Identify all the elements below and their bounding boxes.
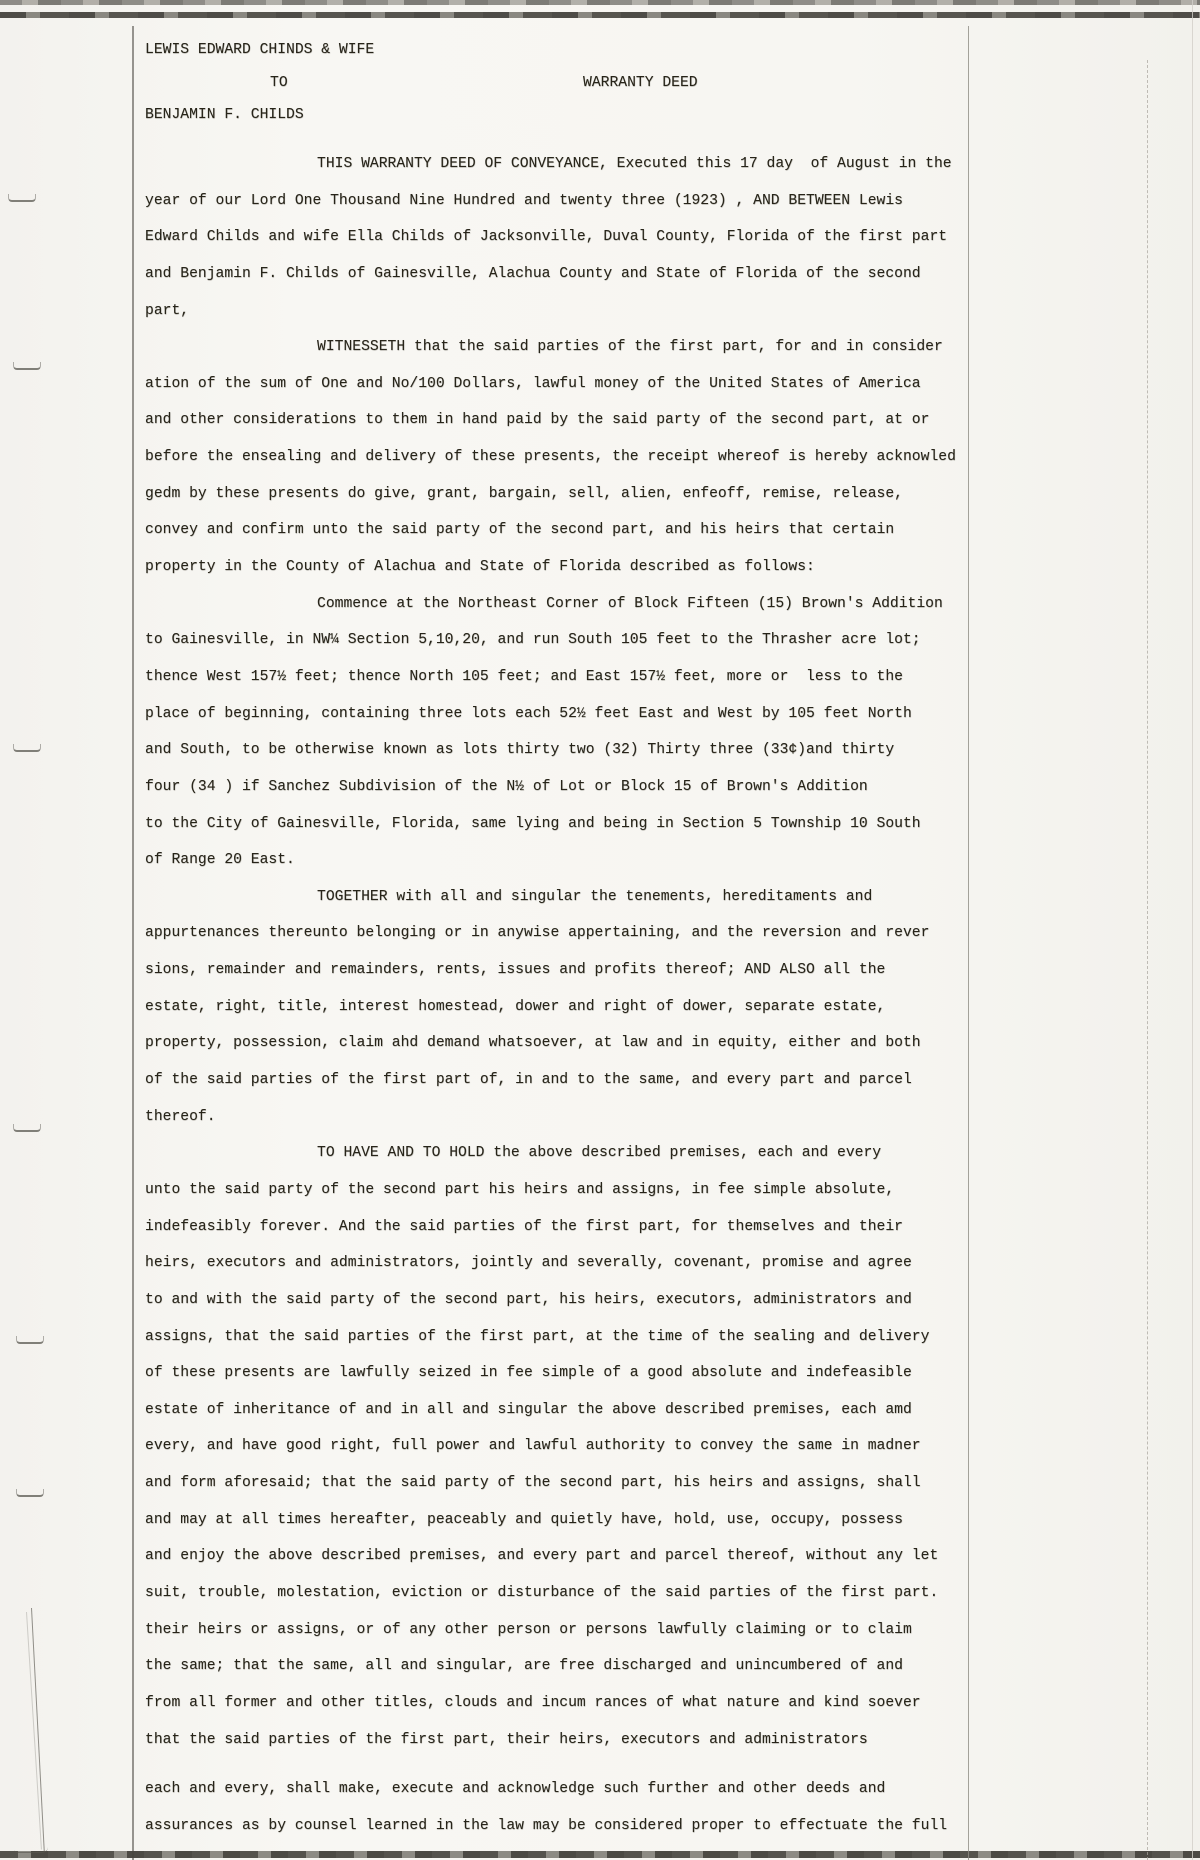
grantor-name: LEWIS EDWARD CHINDS & WIFE	[145, 42, 375, 58]
deed-line: assurances as by counsel learned in the law may be considered proper to effectuate the full	[145, 1817, 948, 1834]
deed-line: that the said parties of the first part, their heirs, executors and administrators	[145, 1731, 868, 1748]
deed-line: every, and have good right, full power and lawful authority to convey the same in madner	[145, 1438, 921, 1455]
deed-line: to and with the said party of the second part, his heirs, executors, administrators and	[145, 1291, 912, 1308]
deed-line: the same; that the same, all and singular, are free discharged and unincumbered of and	[145, 1658, 903, 1675]
deed-line: estate, right, title, interest homestead, dower and right of dower, separate estate,	[145, 998, 886, 1015]
grantee-name: BENJAMIN F. CHILDS	[145, 107, 304, 123]
deed-line: unto the said party of the second part his heirs and assigns, in fee simple absolute,	[145, 1181, 895, 1198]
deed-line: suit, trouble, molestation, eviction or disturbance of the said parties of the first part.	[145, 1584, 939, 1601]
deed-line: to Gainesville, in NW¼ Section 5,10,20, and run South 105 feet to the Thrasher acre lot;	[145, 632, 921, 649]
deed-line: sions, remainder and remainders, rents, issues and profits thereof; AND ALSO all the	[145, 962, 886, 979]
deed-line: to the City of Gainesville, Florida, same lying and being in Section 5 Township 10 South	[145, 815, 921, 832]
right-outer-dashed-rule	[1147, 60, 1148, 1860]
deed-line: from all former and other titles, clouds and incum rances of what nature and kind soever	[145, 1694, 921, 1711]
deed-line: and enjoy the above described premises, and every part and parcel thereof, without any let	[145, 1548, 939, 1565]
to-label: TO	[270, 75, 288, 91]
deed-line: indefeasibly forever. And the said parties of the first part, for themselves and their	[145, 1218, 903, 1235]
deed-line: property in the County of Alachua and State of Florida described as follows:	[145, 559, 815, 576]
deed-line: of the said parties of the first part of, in and to the same, and every part and parcel	[145, 1072, 912, 1089]
margin-tick	[13, 362, 41, 370]
deed-line: property, possession, claim ahd demand whatsoever, at law and in equity, either and both	[145, 1035, 921, 1052]
deed-line: four (34 ) if Sanchez Subdivision of the N½ of Lot or Block 15 of Brown's Addition	[145, 778, 868, 795]
scan-band-top-outer	[0, 0, 1200, 5]
margin-tick	[16, 1336, 44, 1344]
deed-line: before the ensealing and delivery of these presents, the receipt whereof is hereby acknowled	[145, 449, 956, 466]
deed-line: their heirs or assigns, or of any other person or persons lawfully claiming or to claim	[145, 1621, 912, 1638]
margin-tick	[13, 1124, 41, 1132]
deed-line: and other considerations to them in hand paid by the said party of the second part, at or	[145, 412, 930, 429]
scratch-hook	[14, 1846, 48, 1853]
scan-band-top-inner	[0, 12, 1200, 18]
deed-line: year of our Lord One Thousand Nine Hundred and twenty three (1923) , AND BETWEEN Lewis	[145, 192, 903, 209]
deed-line: appurtenances thereunto belonging or in anywise appertaining, and the reversion and rever	[145, 925, 930, 942]
page-edge-line	[1192, 0, 1193, 1860]
deed-line: each and every, shall make, execute and acknowledge such further and other deeds and	[145, 1781, 886, 1798]
deed-line: and may at all times hereafter, peaceably and quietly have, hold, use, occupy, possess	[145, 1511, 903, 1528]
document-title: WARRANTY DEED	[583, 75, 698, 91]
deed-line: part,	[145, 302, 190, 319]
deed-line: place of beginning, containing three lots each 52½ feet East and West by 105 feet North	[145, 705, 912, 722]
deed-line: and form aforesaid; that the said party of the second part, his heirs and assigns, shall	[145, 1475, 921, 1492]
deed-body	[145, 146, 975, 1844]
deed-line: estate of inheritance of and in all and singular the above described premises, each amd	[145, 1401, 912, 1418]
deed-line: THIS WARRANTY DEED OF CONVEYANCE, Executed this 17 day of August in the	[317, 156, 952, 172]
deed-line: heirs, executors and administrators, jointly and severally, covenant, promise and agree	[145, 1255, 912, 1272]
deed-line: of Range 20 East.	[145, 852, 295, 869]
deed-line: gedm by these presents do give, grant, bargain, sell, alien, enfeoff, remise, release,	[145, 485, 903, 502]
deed-line: of these presents are lawfully seized in fee simple of a good absolute and indefeasible	[145, 1365, 912, 1382]
deed-line: and South, to be otherwise known as lots thirty two (32) Thirty three (33¢)and thirty	[145, 742, 895, 759]
deed-line: Edward Childs and wife Ella Childs of Jacksonville, Duval County, Florida of the first part	[145, 229, 948, 246]
deed-line: convey and confirm unto the said party of the second part, and his heirs that certain	[145, 522, 895, 539]
deed-line: thereof.	[145, 1108, 216, 1125]
margin-tick	[13, 744, 41, 752]
margin-tick	[16, 1489, 44, 1497]
deed-line: Commence at the Northeast Corner of Block Fifteen (15) Brown's Addition	[317, 595, 943, 612]
deed-line: assigns, that the said parties of the first part, at the time of the sealing and delivery	[145, 1328, 930, 1345]
deed-line: thence West 157½ feet; thence North 105 feet; and East 157½ feet, more or less to the	[145, 668, 903, 685]
deed-line: TO HAVE AND TO HOLD the above described premises, each and every	[317, 1145, 882, 1162]
deed-line: ation of the sum of One and No/100 Dollars, lawful money of the United States of America	[145, 375, 921, 392]
deed-line: and Benjamin F. Childs of Gainesville, Alachua County and State of Florida of the second	[145, 265, 921, 282]
left-margin-rule	[132, 26, 134, 1860]
scan-band-bottom	[0, 1851, 1200, 1858]
margin-tick	[8, 194, 36, 202]
deed-line: WITNESSETH that the said parties of the first part, for and in consider	[317, 339, 943, 356]
deed-line: TOGETHER with all and singular the tenements, hereditaments and	[317, 888, 873, 905]
